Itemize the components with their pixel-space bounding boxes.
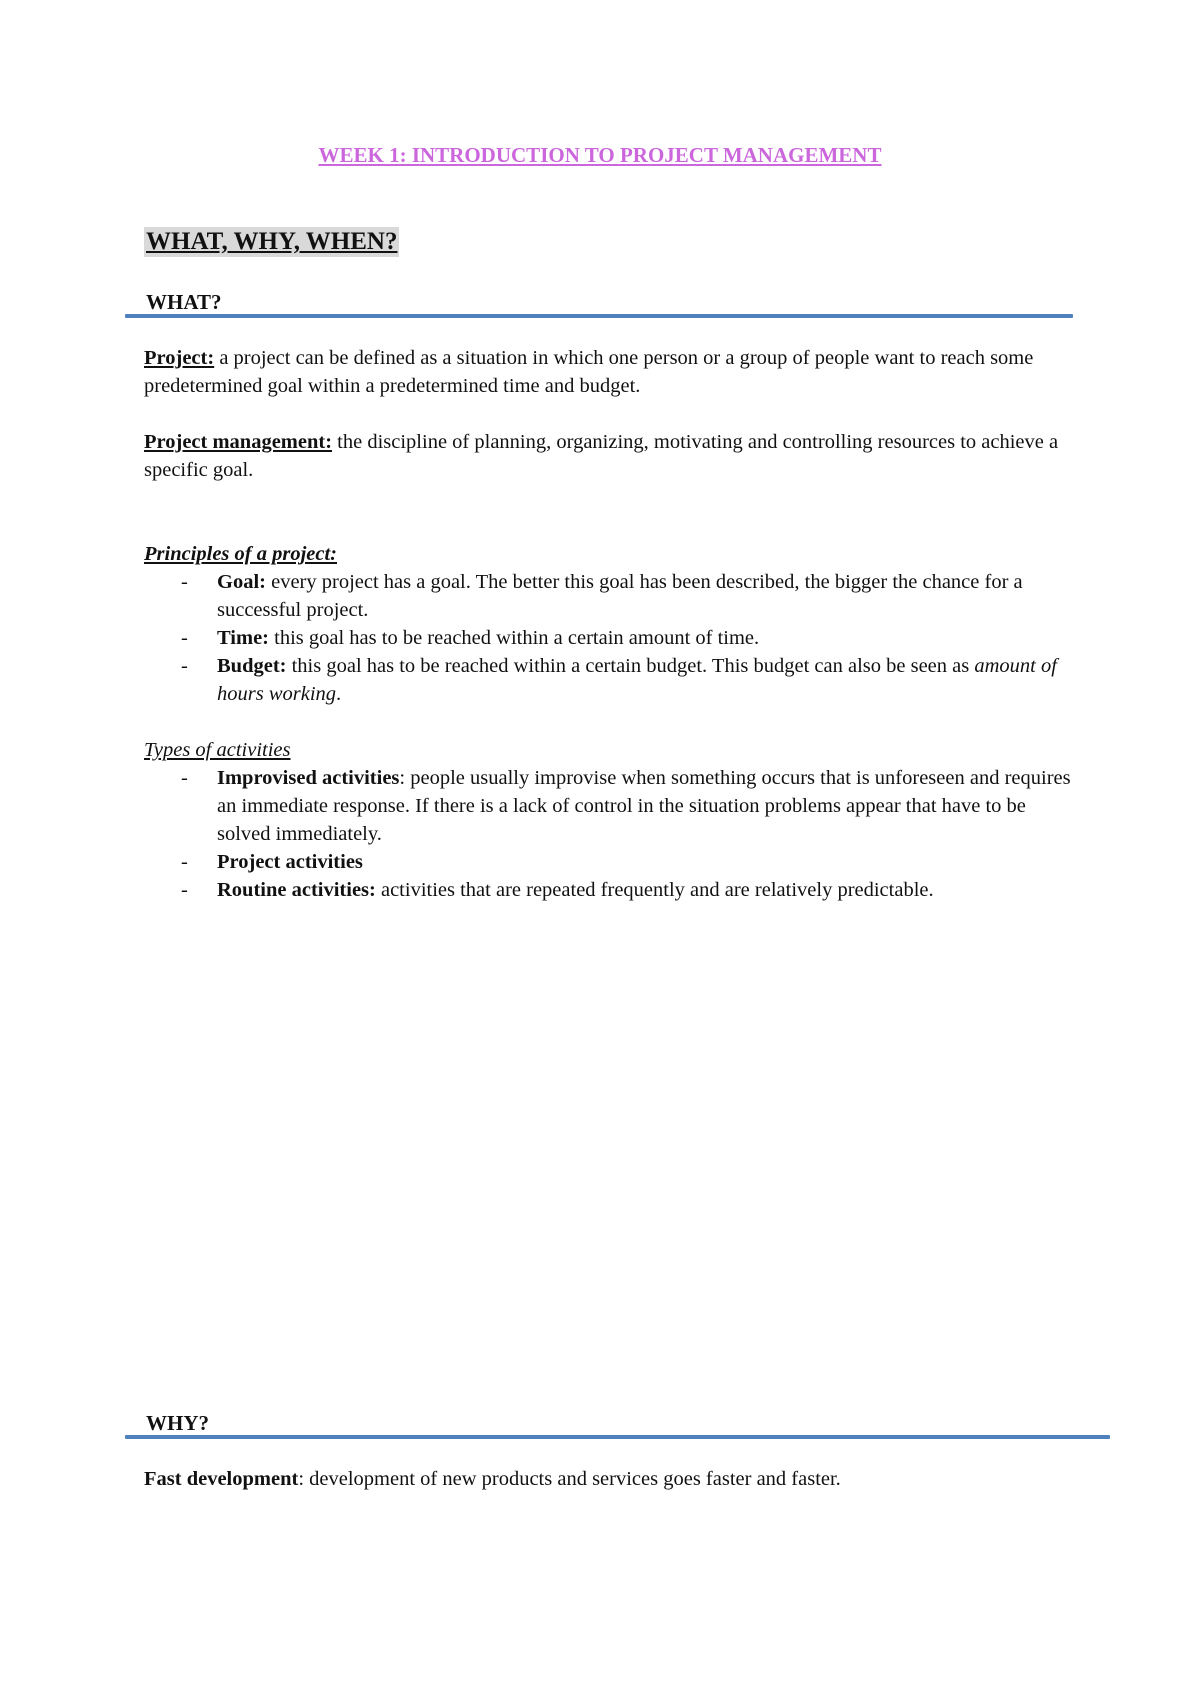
section-heading: WHAT, WHY, WHEN? [146,228,398,255]
what-divider [125,314,1073,318]
principles-heading: Principles of a project: [144,543,338,565]
activities-heading: Types of activities [144,739,291,761]
project-text: a project can be defined as a situation in which one person or a group of people want to reach some predetermined goal within a predetermined time and budget. [144,347,1034,397]
list-item [144,652,1074,708]
list-item [144,568,1074,624]
why-heading: WHY? [146,1411,209,1435]
pm-text: the discipline of planning, organizing, motivating and controlling resources to achieve a specific goal. [144,431,1059,481]
project-definition [144,344,1074,400]
fast-text: : development of new products and services goes faster and faster. [298,1468,841,1490]
activity-term: Improvised activities [217,767,400,789]
list-item [144,624,1074,652]
list-item [144,848,1074,876]
fast-development-definition [144,1465,1074,1493]
principle-term: Goal: [217,571,266,593]
activities-list [144,764,1074,904]
principle-italic: amount of hours working [217,655,1057,705]
bullet-dash: - [181,655,188,677]
principle-text: this goal has to be reached within a certain amount of time. [269,627,760,649]
principle-text: this goal has to be reached within a certain budget. This budget can also be seen as [286,655,975,677]
list-item [144,764,1074,848]
activity-text: : people usually improvise when something occurs that is unforeseen and requires an immediate response. If there is a lack of control in the situation problems appear that have to be solved immediately. [217,767,1071,845]
fast-term: Fast development [144,1468,299,1490]
list-item [144,876,1074,904]
bullet-dash: - [181,571,188,593]
why-divider [125,1435,1110,1439]
bullet-dash: - [181,851,188,873]
project-management-definition [144,428,1074,484]
activity-term: Routine activities: [217,879,376,901]
bullet-dash: - [181,767,188,789]
what-heading: WHAT? [146,290,222,314]
activity-text: activities that are repeated frequently and are relatively predictable. [375,879,934,901]
bullet-dash: - [181,879,188,901]
principle-text: every project has a goal. The better this goal has been described, the bigger the chance for a successful project. [217,571,1023,621]
document-title: WEEK 1: INTRODUCTION TO PROJECT MANAGEMENT [318,143,882,167]
principle-term: Time: [217,627,270,649]
principle-tail: . [336,683,342,705]
project-term: Project: [144,347,215,369]
bullet-dash: - [181,627,188,649]
activity-term: Project activities [217,851,363,873]
principle-term: Budget: [217,655,287,677]
principles-list [144,568,1074,708]
pm-term: Project management: [144,431,333,453]
